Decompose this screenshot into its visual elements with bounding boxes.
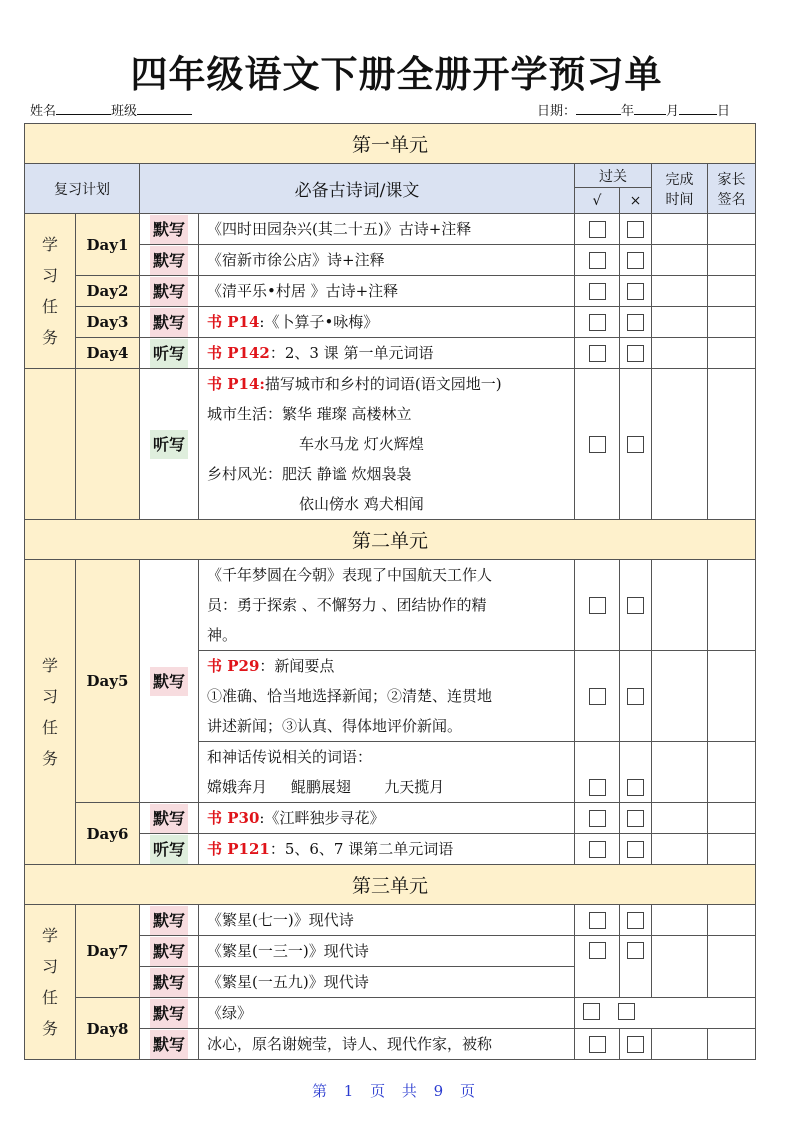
student-info — [30, 102, 192, 120]
page-number: 第 1 页 共 9 页 — [312, 1082, 481, 1100]
pass-checkbox[interactable] — [589, 688, 606, 705]
day-label: Day3 — [76, 307, 140, 338]
name-field[interactable] — [56, 102, 111, 115]
text-line: 嫦娥奔月 鲲鹏展翅 九天揽月 — [207, 778, 445, 796]
task-text-body: 描写城市和乡村的词语(语文园地一) — [264, 375, 502, 393]
day-label: Day1 — [76, 214, 140, 276]
task-text: 《宿新市徐公店》诗+注释 — [199, 245, 575, 276]
task-text — [199, 369, 575, 520]
side-char: 习 — [41, 687, 58, 706]
pass-checkbox[interactable] — [589, 252, 606, 269]
finish-time-cell[interactable] — [652, 651, 708, 742]
task-text-body: :《江畔独步寻花》 — [259, 809, 385, 827]
header-pass-no: × — [620, 188, 652, 214]
pass-checkbox[interactable] — [589, 436, 606, 453]
task-text-body: ：新闻要点 — [259, 657, 335, 675]
header-plan: 复习计划 — [25, 164, 140, 214]
fail-checkbox[interactable] — [627, 1036, 644, 1053]
empty-day-cell — [76, 369, 140, 520]
book-page-ref: 书 P30 — [207, 809, 260, 827]
fail-checkbox[interactable] — [627, 345, 644, 362]
task-text: 《四时田园杂兴(其二十五)》古诗+注释 — [199, 214, 575, 245]
finish-time-cell[interactable] — [652, 307, 708, 338]
header-content: 必备古诗词/课文 — [140, 164, 575, 214]
side-label-unit1 — [25, 214, 76, 369]
side-char: 任 — [41, 988, 58, 1007]
task-text: 《繁星(一三一)》现代诗 — [199, 936, 575, 967]
task-text-body: ：2、3 课 第一单元词语 — [269, 344, 434, 362]
book-page-ref: 书 P14: — [207, 375, 265, 393]
finish-time-cell[interactable] — [652, 338, 708, 369]
text-line: 《千年梦圆在今朝》表现了中国航天工作人 — [207, 566, 493, 584]
table-row — [25, 369, 756, 520]
fail-checkbox[interactable] — [627, 942, 644, 959]
dictation-tag: 默写 — [150, 667, 188, 696]
task-text — [199, 742, 575, 803]
header-pass: 过关 — [575, 164, 652, 188]
word-line: 城市生活：繁华 璀璨 高楼林立 — [207, 405, 412, 423]
fail-checkbox[interactable] — [627, 597, 644, 614]
book-page-ref: 书 P142 — [207, 344, 270, 362]
dictation-tag: 默写 — [150, 906, 188, 935]
table-row — [25, 214, 756, 245]
empty-side-cell — [25, 369, 76, 520]
listening-tag: 听写 — [150, 339, 188, 368]
side-char: 务 — [41, 1019, 58, 1038]
task-text: 冰心，原名谢婉莹，诗人、现代作家，被称 — [199, 1029, 575, 1060]
dictation-tag: 默写 — [150, 968, 188, 997]
day-label: Day2 — [76, 276, 140, 307]
fail-checkbox[interactable] — [627, 779, 644, 796]
text-line: 员：勇于探索 、不懈努力 、团结协作的精 — [207, 596, 487, 614]
book-page-ref: 书 P121 — [207, 840, 270, 858]
parent-sign-cell[interactable] — [708, 834, 756, 865]
header-pass-yes: √ — [575, 188, 620, 214]
listening-tag: 听写 — [150, 430, 188, 459]
side-char: 任 — [41, 718, 58, 737]
table-row — [25, 560, 756, 651]
side-char: 习 — [41, 957, 58, 976]
parent-sign-cell[interactable] — [708, 803, 756, 834]
task-text: 《绿》 — [199, 998, 575, 1029]
check-area — [575, 998, 756, 1029]
pass-checkbox[interactable] — [589, 597, 606, 614]
fail-checkbox[interactable] — [627, 841, 644, 858]
side-char: 务 — [41, 328, 58, 347]
day-label: Day4 — [76, 338, 140, 369]
finish-time-cell[interactable] — [652, 560, 708, 651]
listening-tag: 听写 — [150, 835, 188, 864]
table-row — [25, 905, 756, 936]
month-field[interactable] — [634, 102, 666, 115]
dictation-tag: 默写 — [150, 804, 188, 833]
finish-time-cell[interactable] — [652, 834, 708, 865]
finish-time-cell[interactable] — [652, 803, 708, 834]
fail-checkbox[interactable] — [627, 221, 644, 238]
dictation-tag: 默写 — [150, 937, 188, 966]
unit-1-title: 第一单元 — [25, 124, 756, 164]
day-field[interactable] — [679, 102, 717, 115]
side-label-unit3 — [25, 905, 76, 1060]
name-label: 姓名 — [30, 104, 57, 119]
page-title: 四年级语文下册全册开学预习单 — [130, 53, 663, 96]
pass-checkbox[interactable] — [589, 221, 606, 238]
pass-checkbox[interactable] — [589, 1036, 606, 1053]
parent-sign-cell[interactable] — [708, 245, 756, 276]
header-finish-time-l2: 时间 — [665, 191, 694, 208]
parent-sign-cell[interactable] — [708, 338, 756, 369]
finish-time-cell[interactable] — [652, 742, 708, 803]
text-line: 和神话传说相关的词语： — [207, 748, 373, 766]
pass-checkbox[interactable] — [589, 314, 606, 331]
table-row — [25, 276, 756, 307]
side-char: 学 — [41, 656, 58, 675]
pass-checkbox[interactable] — [589, 942, 606, 959]
day-label: Day7 — [76, 905, 140, 998]
task-text-body: :《卜算子•咏梅》 — [259, 313, 379, 331]
task-text-body: ：5、6、7 课第二单元词语 — [269, 840, 454, 858]
text-line: 神。 — [207, 626, 238, 644]
header-parent-sign-l2: 签名 — [717, 191, 746, 208]
year-label: 年 — [621, 104, 635, 119]
task-text: 《繁星(一五九)》现代诗 — [199, 967, 575, 998]
task-text — [199, 307, 575, 338]
day-label: Day6 — [76, 803, 140, 865]
fail-checkbox[interactable] — [627, 436, 644, 453]
finish-time-cell[interactable] — [652, 369, 708, 520]
header-finish-time — [652, 164, 708, 214]
parent-sign-cell[interactable] — [708, 560, 756, 651]
task-text: 《繁星(七一)》现代诗 — [199, 905, 575, 936]
month-label: 月 — [666, 104, 680, 119]
fail-checkbox[interactable] — [627, 314, 644, 331]
header-parent-sign-l1: 家长 — [717, 171, 746, 188]
parent-sign-cell[interactable] — [708, 651, 756, 742]
word-line: 乡村风光：肥沃 静谧 炊烟袅袅 — [207, 465, 412, 483]
dictation-tag: 默写 — [150, 308, 188, 337]
table-row — [25, 307, 756, 338]
parent-sign-cell[interactable] — [708, 1029, 756, 1060]
finish-time-cell[interactable] — [652, 245, 708, 276]
book-page-ref: 书 P14 — [207, 313, 260, 331]
side-char: 学 — [41, 235, 58, 254]
date-info — [537, 102, 730, 120]
task-text — [199, 803, 575, 834]
pass-checkbox[interactable] — [589, 841, 606, 858]
word-line: 车水马龙 灯火辉煌 — [299, 435, 424, 453]
parent-sign-cell[interactable] — [708, 905, 756, 936]
dictation-tag: 默写 — [150, 215, 188, 244]
year-field[interactable] — [576, 102, 621, 115]
day-label: Day5 — [76, 560, 140, 803]
unit-2-title: 第二单元 — [25, 520, 756, 560]
task-text: 《清平乐•村居 》古诗+注释 — [199, 276, 575, 307]
fail-checkbox[interactable] — [627, 912, 644, 929]
book-page-ref: 书 P29 — [207, 657, 260, 675]
task-text — [199, 338, 575, 369]
dictation-tag: 默写 — [150, 246, 188, 275]
finish-time-cell[interactable] — [652, 214, 708, 245]
class-field[interactable] — [137, 102, 192, 115]
pass-checkbox[interactable] — [589, 779, 606, 796]
task-text — [199, 560, 575, 651]
parent-sign-cell[interactable] — [708, 307, 756, 338]
dictation-tag: 默写 — [150, 1030, 188, 1059]
date-label: 日期： — [537, 104, 577, 119]
class-label: 班级 — [111, 104, 138, 119]
text-line: ①准确、恰当地选择新闻；②清楚、连贯地 — [207, 687, 493, 705]
finish-time-cell[interactable] — [652, 936, 708, 998]
side-char: 学 — [41, 926, 58, 945]
task-text — [199, 651, 575, 742]
fail-checkbox[interactable] — [627, 252, 644, 269]
parent-sign-cell[interactable] — [708, 276, 756, 307]
parent-sign-cell[interactable] — [708, 214, 756, 245]
pass-checkbox[interactable] — [589, 283, 606, 300]
fail-checkbox[interactable] — [627, 810, 644, 827]
fail-checkbox[interactable] — [627, 688, 644, 705]
finish-time-cell[interactable] — [652, 276, 708, 307]
side-label-unit2 — [25, 560, 76, 865]
fail-checkbox[interactable] — [627, 283, 644, 300]
side-char: 务 — [41, 749, 58, 768]
dictation-tag: 默写 — [150, 999, 188, 1028]
fail-checkbox[interactable] — [618, 1003, 635, 1020]
task-text — [199, 834, 575, 865]
table-row — [25, 998, 756, 1029]
pass-checkbox[interactable] — [583, 1003, 600, 1020]
word-line: 依山傍水 鸡犬相闻 — [299, 495, 424, 513]
header-parent-sign — [708, 164, 756, 214]
side-char: 习 — [41, 266, 58, 285]
header-finish-time-l1: 完成 — [665, 171, 694, 188]
parent-sign-cell[interactable] — [708, 369, 756, 520]
pass-checkbox[interactable] — [589, 810, 606, 827]
dictation-tag: 默写 — [150, 277, 188, 306]
finish-time-cell[interactable] — [652, 905, 708, 936]
unit-3-title: 第三单元 — [25, 865, 756, 905]
table-row — [25, 803, 756, 834]
day-label: 日 — [717, 104, 731, 119]
parent-sign-cell[interactable] — [708, 936, 756, 998]
day-label: Day8 — [76, 998, 140, 1060]
pass-checkbox[interactable] — [589, 912, 606, 929]
table-row — [25, 338, 756, 369]
pass-checkbox[interactable] — [589, 345, 606, 362]
text-line: 讲述新闻；③认真、得体地评价新闻。 — [207, 717, 463, 735]
side-char: 任 — [41, 297, 58, 316]
finish-time-cell[interactable] — [652, 1029, 708, 1060]
parent-sign-cell[interactable] — [708, 742, 756, 803]
preview-table — [24, 123, 756, 1060]
